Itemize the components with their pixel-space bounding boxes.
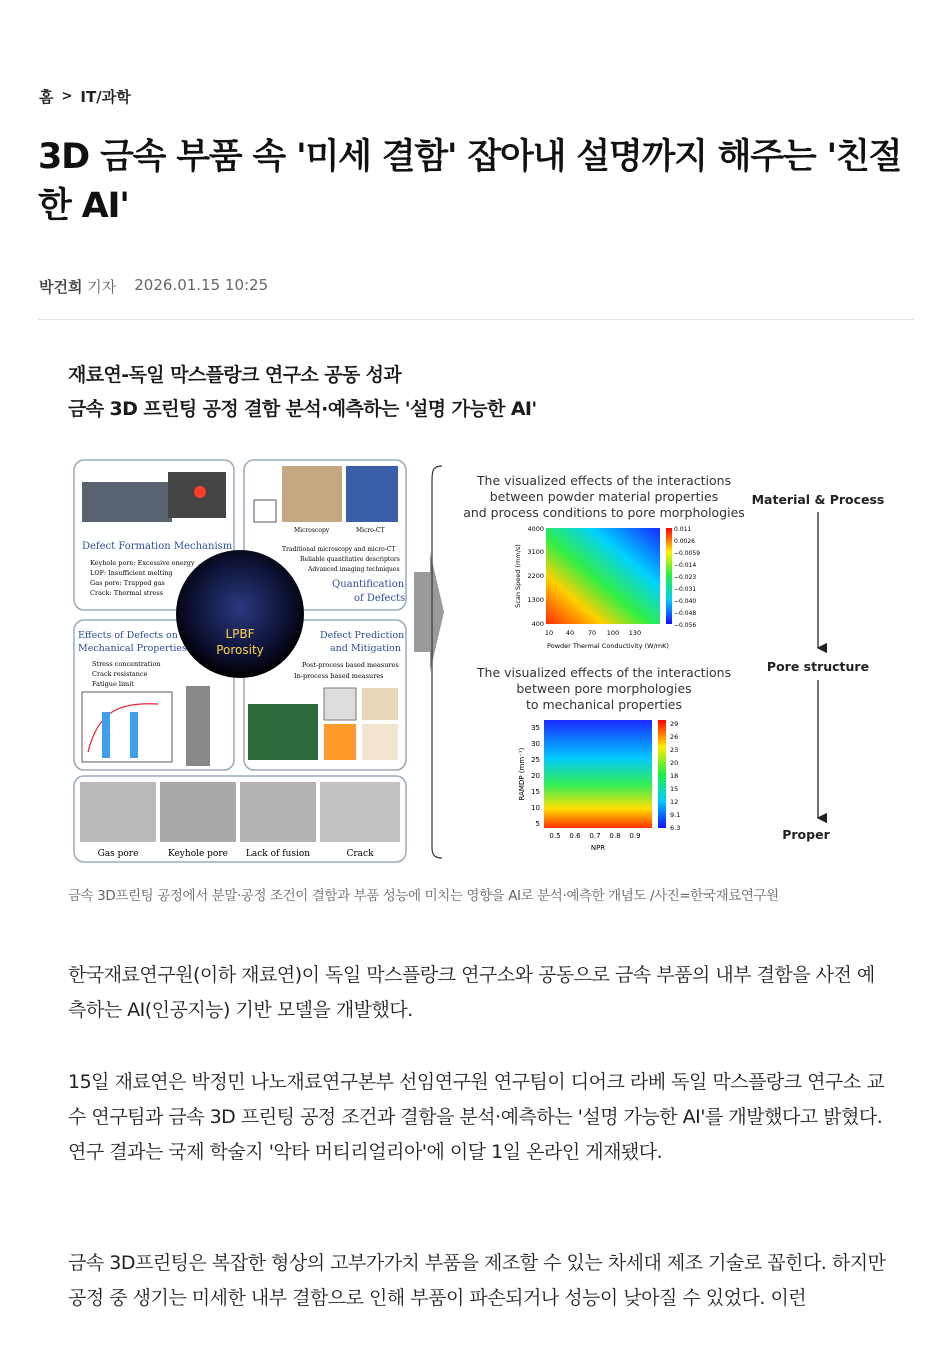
quantification-item: Traditional microscopy and micro-CT <box>282 546 396 553</box>
flow-label-property: Proper <box>782 827 830 842</box>
bottom-xtick: 0.8 <box>609 832 621 840</box>
author[interactable] <box>39 276 116 297</box>
pore-image-crack <box>320 782 400 842</box>
micro-ct-label: Micro-CT <box>356 527 385 534</box>
article-figure <box>68 452 884 866</box>
author-name: 박건희 <box>39 278 83 296</box>
bottom-colorbar-tick: 29 <box>670 720 679 728</box>
bottom-colorbar-tick: 26 <box>670 733 679 741</box>
mechanical-title: Effects of Defects on <box>78 630 178 641</box>
top-heatmap <box>546 528 660 624</box>
top-colorbar-tick: 0.011 <box>674 526 692 533</box>
micro-ct-image <box>346 466 398 522</box>
breadcrumb-section-link[interactable]: IT/과학 <box>80 88 131 106</box>
bottom-xtick: 0.9 <box>629 832 641 840</box>
prediction-title: and Mitigation <box>330 643 401 654</box>
top-xlabel: Powder Thermal Conductivity (W/mK) <box>547 642 669 650</box>
machine-illustration <box>82 482 172 522</box>
bottom-heatmap <box>544 720 652 828</box>
top-colorbar-tick: −0.056 <box>674 622 697 629</box>
bottom-colorbar <box>658 720 666 828</box>
header-divider <box>38 319 914 320</box>
top-ytick: 400 <box>531 620 544 628</box>
subtitle-line: 금속 3D 프린팅 공정 결함 분석·예측하는 '설명 가능한 AI' <box>68 398 537 420</box>
breadcrumb <box>39 86 131 107</box>
bottom-ytick: 15 <box>531 788 540 796</box>
top-colorbar-tick: −0.048 <box>674 610 697 617</box>
top-colorbar <box>666 528 672 624</box>
bottom-colorbar-tick: 20 <box>670 759 679 767</box>
orb-label: Porosity <box>216 643 264 657</box>
top-xtick: 70 <box>587 629 597 637</box>
bottom-ytick: 30 <box>531 740 540 748</box>
monitoring-image <box>248 704 318 760</box>
bottom-colorbar-tick: 15 <box>670 785 679 793</box>
defect-formation-item: Keyhole pore: Excessive energy <box>90 559 195 567</box>
top-colorbar-tick: −0.014 <box>674 562 697 569</box>
microscopy-label: Microscopy <box>294 527 330 534</box>
subtitle-line: 재료연-독일 막스플랑크 연구소 공동 성과 <box>68 364 402 386</box>
pore-image-keyhole <box>160 782 236 842</box>
tensile-machine <box>186 686 210 766</box>
article-byline <box>39 276 268 297</box>
prediction-item: In-process based measures <box>294 672 384 680</box>
defect-formation-item: Crack: Thermal stress <box>90 589 164 597</box>
article-title: 3D 금속 부품 속 '미세 결함' 잡아내 설명까지 해주는 '친절한 AI' <box>38 137 902 226</box>
breadcrumb-separator: > <box>61 89 73 104</box>
bottom-ytick: 20 <box>531 772 540 780</box>
pore-type-label: Gas pore <box>97 849 139 859</box>
bottom-ytick: 5 <box>535 820 540 828</box>
prediction-title: Defect Prediction <box>320 630 405 641</box>
top-ytick: 2200 <box>527 572 544 580</box>
bottom-xlabel: NPR <box>590 844 606 852</box>
flow-label-material: Material & Process <box>751 492 884 507</box>
top-xtick: 100 <box>606 629 620 637</box>
top-plot-caption: between powder material properties <box>489 489 719 504</box>
bottom-colorbar-tick: 23 <box>670 746 679 754</box>
top-colorbar-tick: −0.0059 <box>674 550 701 557</box>
concept-diagram <box>68 452 884 866</box>
top-colorbar-tick: 0.0026 <box>674 538 695 545</box>
pore-type-label: Keyhole pore <box>168 849 228 859</box>
top-xtick: 40 <box>565 629 575 637</box>
defect-formation-item: LOF: Insufficient melting <box>90 569 173 577</box>
defect-formation-title: Defect Formation Mechanism <box>82 541 233 552</box>
article-paragraph: 한국재료연구원(이하 재료연)이 독일 막스플랑크 연구소와 공동으로 금속 부품의 내부 결함을 사전 예측하는 AI(인공지능) 기반 모델을 개발했다. <box>68 964 875 1021</box>
bottom-xtick: 0.5 <box>549 832 561 840</box>
top-xtick: 130 <box>628 629 642 637</box>
bottom-colorbar-tick: 6.3 <box>670 824 681 832</box>
figure-caption: 금속 3D프린팅 공정에서 분말·공정 조건이 결함과 부품 성능에 미치는 영향을 AI로 분석·예측한 개념도 /사진=한국재료연구원 <box>68 888 779 904</box>
mechanical-item: Fatigue limit <box>92 680 134 688</box>
stress-strain-graph <box>82 692 172 762</box>
big-arrow <box>414 552 444 672</box>
pore-type-label: Crack <box>346 849 374 859</box>
top-ytick: 1300 <box>527 596 544 604</box>
article-paragraph: 금속 3D프린팅은 복잡한 형상의 고부가가치 부품을 제조할 수 있는 차세대 제조 기술로 꼽힌다. 하지만 공정 중 생기는 미세한 내부 결함으로 인해 부품이 파손되거나 성능이 낮아질 수 있었다. 이런 <box>68 1252 886 1309</box>
orb-label: LPBF <box>225 627 255 641</box>
article-paragraph: 15일 재료연은 박정민 나노재료연구본부 선임연구원 연구팀이 디어크 라베 독일 막스플랑크 연구소 교수 연구팀과 금속 3D 프린팅 공정 조건과 결함을 분석·예측하는 '설명 가능한 AI'를 개발했다고 밝혔다. 연구 결과는 국제 학술지 '악타 머티리얼리아'에 이달 1일 온라인 게재됐다. <box>68 1071 885 1163</box>
quantification-title: Quantification <box>332 579 405 590</box>
bottom-colorbar-tick: 9.1 <box>670 811 681 819</box>
top-colorbar-tick: −0.023 <box>674 574 697 581</box>
quantification-item: Advanced imaging techniques <box>308 566 400 573</box>
bracket <box>432 466 442 858</box>
defect-formation-item: Gas pore: Trapped gas <box>90 579 165 587</box>
prediction-item: Post-process based measures <box>302 661 399 669</box>
top-colorbar-tick: −0.031 <box>674 586 697 593</box>
bottom-ylabel: RAMDP (mm⁻¹) <box>518 747 526 801</box>
bottom-plot-caption: between pore morphologies <box>516 681 692 696</box>
top-xtick: 10 <box>544 629 554 637</box>
pore-type-label: Lack of fusion <box>245 849 311 859</box>
author-role: 기자 <box>87 278 117 296</box>
quantification-item: Reliable quantitative descriptors <box>300 556 400 563</box>
pore-image-gas <box>80 782 156 842</box>
bottom-ytick: 35 <box>531 724 540 732</box>
flow-label-pore: Pore structure <box>766 659 870 674</box>
bottom-ytick: 10 <box>531 804 540 812</box>
bottom-colorbar-tick: 18 <box>670 772 679 780</box>
quantification-title: of Defects <box>354 593 406 604</box>
top-plot-caption: and process conditions to pore morphologies <box>463 505 745 520</box>
publish-datetime: 2026.01.15 10:25 <box>134 276 269 294</box>
bottom-plot-caption: The visualized effects of the interactions <box>476 665 732 680</box>
top-ytick: 4000 <box>527 525 544 533</box>
breadcrumb-home-link[interactable]: 홈 <box>39 88 54 106</box>
pore-image-lof <box>240 782 316 842</box>
top-plot-caption: The visualized effects of the interactions <box>476 473 732 488</box>
bottom-ytick: 25 <box>531 756 540 764</box>
top-colorbar-tick: −0.040 <box>674 598 697 605</box>
bottom-colorbar-tick: 12 <box>670 798 679 806</box>
bottom-plot-caption: to mechanical properties <box>525 697 683 712</box>
mechanical-item: Stress concentration <box>92 660 161 668</box>
lpbf-porosity-orb <box>176 550 304 678</box>
microscopy-image <box>282 466 342 522</box>
bottom-xtick: 0.7 <box>589 832 601 840</box>
mechanical-title: Mechanical Properties <box>78 643 187 654</box>
top-ylabel: Scan Speed (mm/s) <box>514 544 522 608</box>
top-ytick: 3100 <box>527 548 544 556</box>
mechanical-item: Crack resistance <box>92 670 148 678</box>
bottom-xtick: 0.6 <box>569 832 581 840</box>
article-subtitle <box>68 358 537 426</box>
